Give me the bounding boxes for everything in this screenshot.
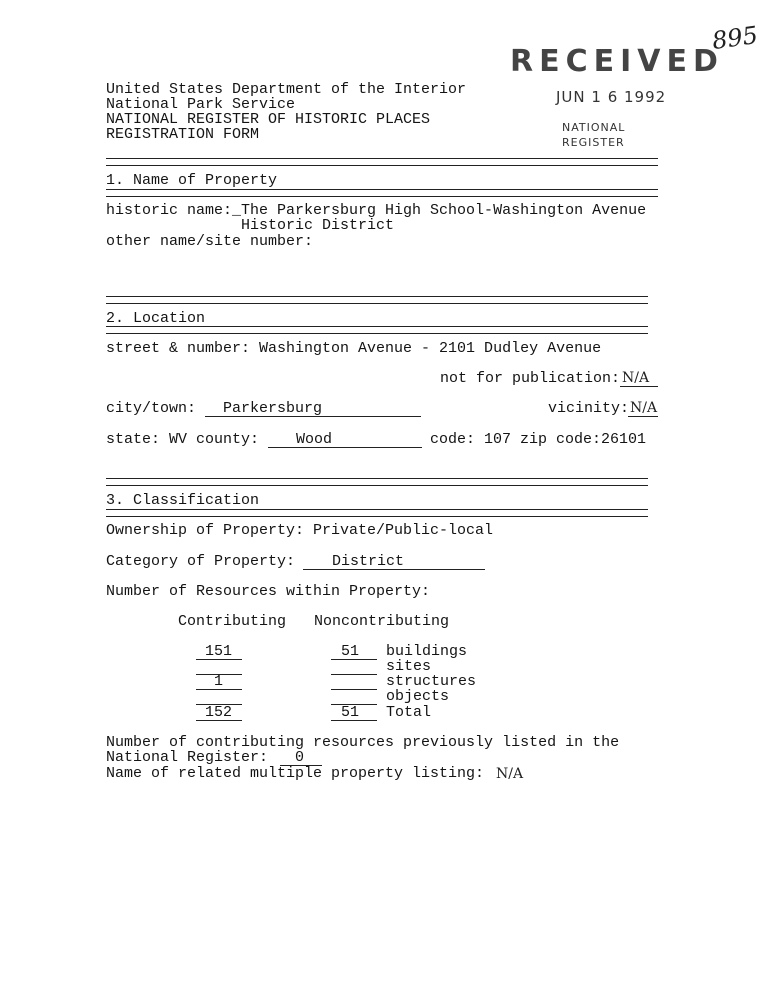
ownership: Ownership of Property: Private/Public-local	[106, 522, 494, 539]
vicinity-underline	[628, 416, 658, 417]
street-number: street & number: Washington Avenue - 2101 Dudley Avenue	[106, 340, 602, 357]
resource-label: buildings	[386, 643, 468, 660]
historic-name-cont: Historic District	[241, 217, 395, 234]
received-date: JUN 1 6 1992	[556, 88, 667, 106]
national-register-stamp-line2: REGISTER	[562, 136, 625, 149]
historic-name: historic name:_The Parkersburg High School-Washington Avenue	[106, 202, 647, 219]
other-name: other name/site number:	[106, 233, 314, 250]
category-label: Category of Property:	[106, 553, 296, 570]
header-form-title: REGISTRATION FORM	[106, 126, 260, 143]
state-county-label: state: WV county:	[106, 431, 260, 448]
resources-label: Number of Resources within Property:	[106, 583, 431, 600]
city-label: city/town:	[106, 400, 197, 417]
col-noncontributing: Noncontributing	[314, 613, 450, 630]
not-for-publication-value: N/A	[622, 370, 650, 386]
handwritten-number: 895	[710, 20, 760, 56]
noncontrib-value: 51	[341, 704, 360, 721]
multiple-property-value: N/A	[496, 766, 524, 782]
divider	[106, 509, 648, 517]
county-underline	[268, 447, 422, 448]
not-for-publication-underline	[620, 386, 658, 387]
not-for-publication-label: not for publication:	[440, 370, 621, 387]
section3-heading: 3. Classification	[106, 492, 260, 509]
resource-label: objects	[386, 688, 450, 705]
vicinity-label: vicinity:	[548, 400, 630, 417]
section2-heading: 2. Location	[106, 310, 206, 327]
previously-listed-label: National Register:	[106, 749, 269, 766]
code-zip: code: 107 zip code:26101	[430, 431, 647, 448]
divider	[106, 296, 648, 304]
col-contributing: Contributing	[178, 613, 287, 630]
noncontrib-blank	[331, 674, 377, 675]
divider	[106, 478, 648, 486]
county-value: Wood	[296, 431, 333, 448]
category-value: District	[332, 553, 405, 570]
header-agency: United States Department of the Interior	[106, 81, 467, 98]
divider	[106, 326, 648, 334]
previously-listed-value: 0	[295, 749, 305, 766]
divider	[106, 189, 658, 197]
resource-label: Total	[386, 704, 432, 721]
contrib-value: 1	[214, 673, 224, 690]
received-stamp-text: RECEIVED	[510, 44, 724, 79]
noncontrib-value: 51	[341, 643, 360, 660]
section1-heading: 1. Name of Property	[106, 172, 278, 189]
multiple-property-label: Name of related multiple property listing:	[106, 765, 485, 782]
national-register-stamp-line1: NATIONAL	[562, 121, 626, 134]
city-value: Parkersburg	[223, 400, 323, 417]
previously-listed-line1: Number of contributing resources previously listed in the	[106, 734, 620, 751]
vicinity-value: N/A	[630, 400, 658, 416]
contrib-value: 152	[205, 704, 233, 721]
header-register: NATIONAL REGISTER OF HISTORIC PLACES	[106, 111, 431, 128]
divider	[106, 158, 658, 166]
resource-label: sites	[386, 658, 432, 675]
noncontrib-blank	[331, 689, 377, 690]
resource-label: structures	[386, 673, 477, 690]
header-service: National Park Service	[106, 96, 296, 113]
contrib-value: 151	[205, 643, 233, 660]
